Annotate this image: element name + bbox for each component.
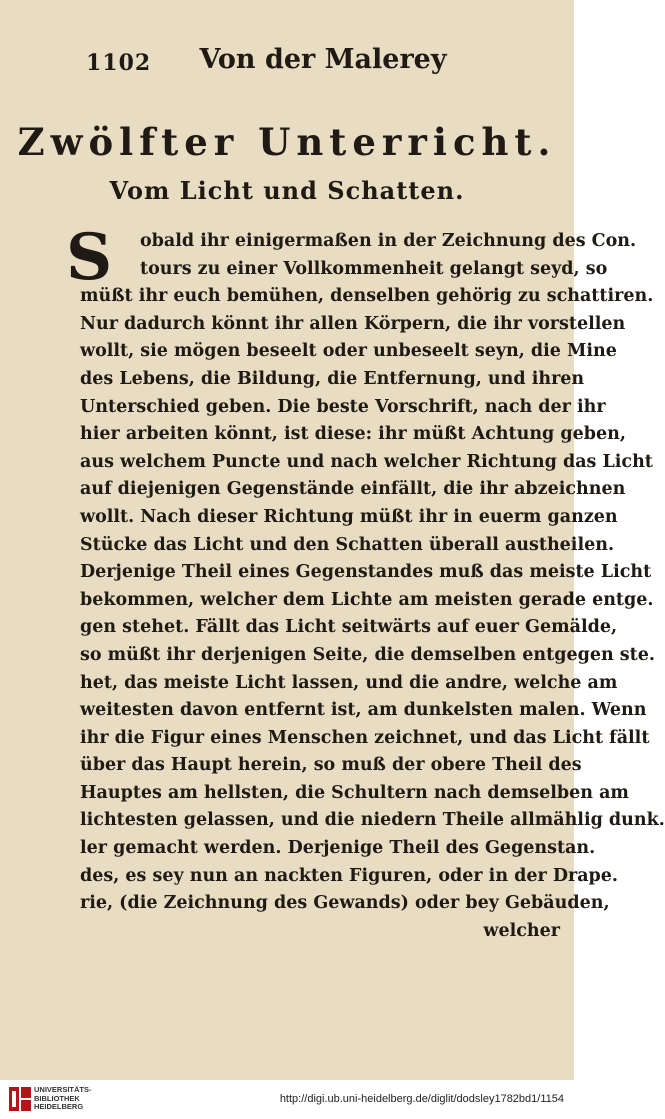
drop-cap: S (66, 220, 113, 295)
catchword: welcher (483, 920, 560, 941)
text-line: des, es sey nun an nackten Figuren, oder in der Drape. (80, 865, 619, 886)
text-line: rie, (die Zeichnung des Gewands) oder bey Gebäuden, (80, 893, 610, 914)
text-line: Unterschied geben. Die beste Vorschrift, nach der ihr (80, 396, 606, 417)
text-line: gen stehet. Fällt das Licht seitwärts auf euer Gemälde, (80, 617, 618, 638)
text-line: auf diejenigen Gegenstände einfällt, die ihr abzeichnen (80, 479, 626, 500)
footer-bar (0, 1080, 574, 1119)
body-text (66, 220, 665, 945)
page-header (0, 44, 574, 84)
text-line: tours zu einer Vollkommenheit gelangt seyd, so (140, 258, 608, 279)
text-line: bekommen, welcher dem Lichte am meisten gerade entge. (80, 589, 654, 610)
text-line: aus welchem Puncte und nach welcher Richtung das Licht (80, 451, 653, 472)
source-url-link[interactable]: http://digi.ub.uni-heidelberg.de/diglit/dodsley1782bd1/1154 (279, 1093, 564, 1105)
text-line: weitesten davon entfernt ist, am dunkelsten malen. Wenn (80, 700, 647, 721)
text-line: Hauptes am hellsten, die Schultern nach demselben am (80, 782, 629, 803)
page-number: 1102 (86, 50, 152, 76)
text-line: ihr die Figur eines Menschen zeichnet, und das Licht fällt (80, 727, 650, 748)
text-line: Derjenige Theil eines Gegenstandes muß das meiste Licht (80, 562, 652, 583)
text-line: über das Haupt herein, so muß der obere Theil des (80, 755, 582, 776)
text-line: hier arbeiten könnt, ist diese: ihr müßt Achtung geben, (80, 424, 626, 445)
university-library-logo-icon (8, 1086, 32, 1112)
text-line: obald ihr einigermaßen in der Zeichnung des Con. (140, 231, 637, 251)
text-line: ler gemacht werden. Derjenige Theil des Gegenstan. (80, 838, 596, 859)
text-line: so müßt ihr derjenigen Seite, die demselben entgegen ste. (80, 644, 655, 665)
text-line: Nur dadurch könnt ihr allen Körpern, die ihr vorstellen (80, 313, 626, 334)
text-line: wollt. Nach dieser Richtung müßt ihr in euerm ganzen (80, 506, 618, 527)
text-line: müßt ihr euch bemühen, denselben gehörig zu schattiren. (80, 286, 654, 307)
running-head: Von der Malerey (199, 44, 447, 75)
chapter-title: Zwölfter Unterricht. (17, 120, 557, 164)
library-name: UNIVERSITÄTS- BIBLIOTHEK HEIDELBERG (34, 1085, 92, 1111)
text-line: wollt, sie mögen beseelt oder unbeseelt seyn, die Mine (80, 341, 617, 362)
section-title: Vom Licht und Schatten. (109, 176, 465, 205)
text-line: des Lebens, die Bildung, die Entfernung, und ihren (80, 368, 585, 389)
text-line: Stücke das Licht und den Schatten überall austheilen. (80, 534, 615, 555)
text-line: lichtesten gelassen, und die niedern Theile allmählig dunk. (80, 810, 665, 831)
text-line: het, das meiste Licht lassen, und die andre, welche am (80, 672, 618, 693)
